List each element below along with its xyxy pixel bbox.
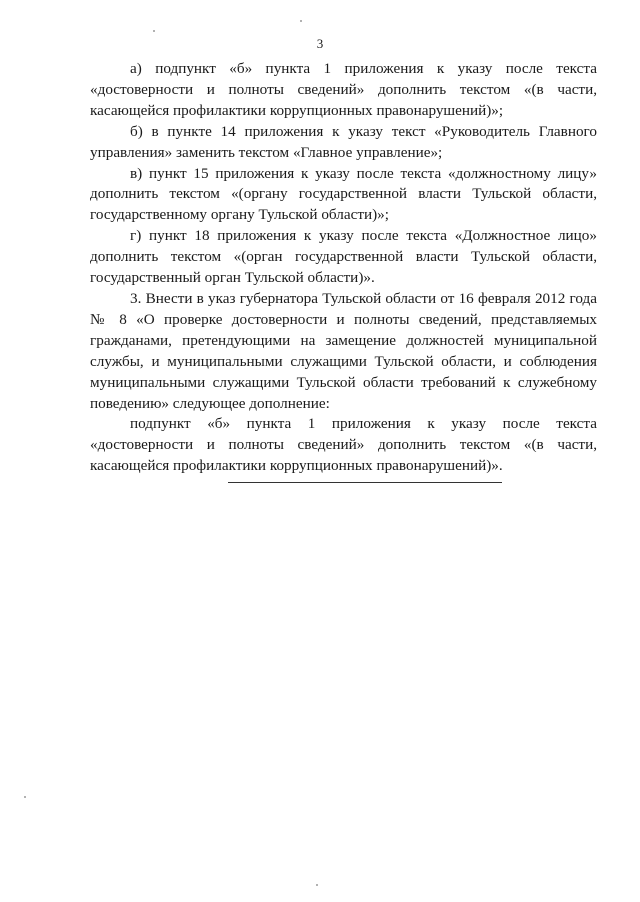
paragraph-a: а) подпункт «б» пункта 1 приложения к указу после текста «достоверности и полноты сведений» дополнить текстом «(в части, касающейся профилактики коррупционных правонарушений)»; (90, 60, 597, 119)
end-separator-line (228, 482, 502, 483)
paragraph-v: в) пункт 15 приложения к указу после текста «должностному лицу» дополнить текстом «(органу государственной власти Тульской области, государственному органу Тульской области)»; (90, 164, 597, 224)
scan-speck (24, 796, 26, 798)
paragraph-b: б) в пункте 14 приложения к указу текст «Руководитель Главного управления» заменить текстом «Главное управление»; (90, 122, 597, 161)
document-body (90, 59, 597, 477)
page-number: 3 (316, 36, 324, 51)
scan-speck (153, 30, 155, 32)
paragraph-subitem-b: подпункт «б» пункта 1 приложения к указу после текста «достоверности и полноты сведений» дополнить текстом «(в части, касающейся профилактики коррупционных правонарушений)». (90, 415, 597, 475)
paragraph-item-3: 3. Внести в указ губернатора Тульской области от 16 февраля 2012 года № 8 «О проверке достоверности и полноты сведений, представляемых гражданами, претендующими на замещение должностей муниципальной службы, и муниципальными служащими Тульской области, и соблюдения муниципальными служащими Тульской области требований к служебному поведению» следующее дополнение: (90, 289, 597, 412)
scan-speck (300, 20, 302, 22)
paragraph-g: г) пункт 18 приложения к указу после текста «Должностное лицо» дополнить текстом «(орган государственной власти Тульской области, государственный орган Тульской области)». (90, 227, 597, 287)
scan-speck (316, 884, 318, 886)
